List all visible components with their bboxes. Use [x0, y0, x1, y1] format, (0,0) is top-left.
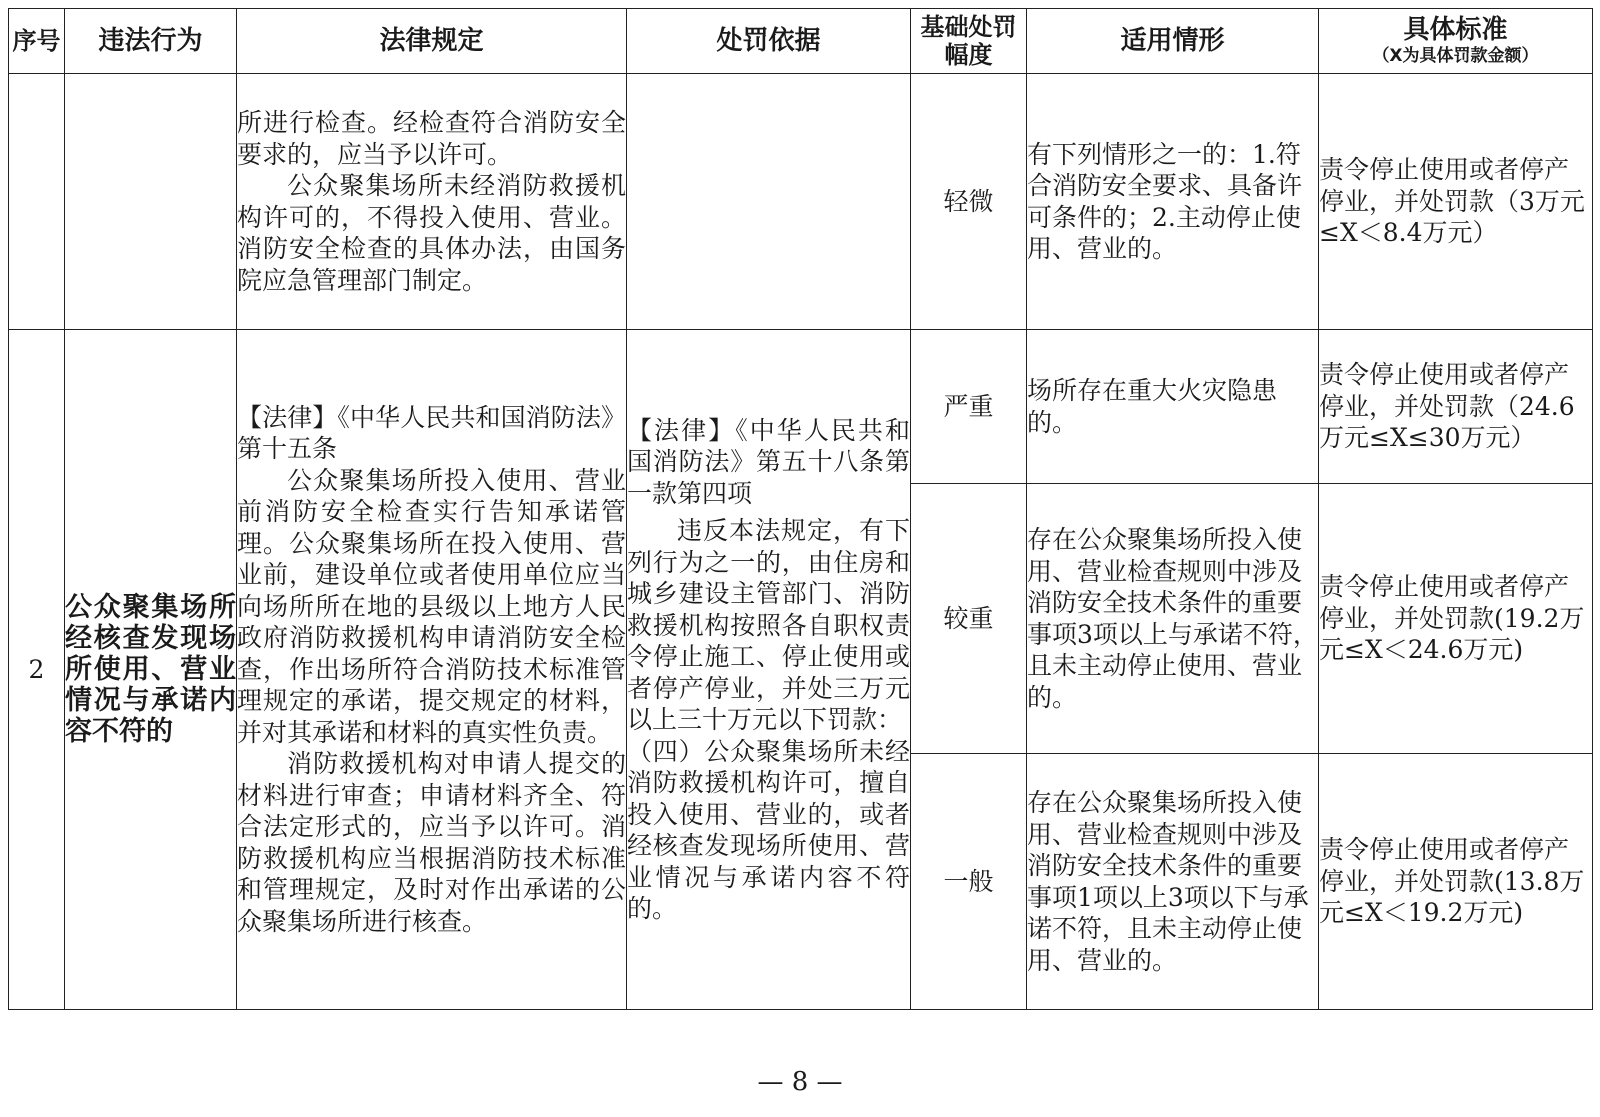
degree-cell: 较重 — [911, 484, 1027, 754]
row-num-cell: 2 — [9, 330, 65, 1010]
law-paragraph: 公众聚集场所投入使用、营业前消防安全检查实行告知承诺管理。公众聚集场所在投入使用、营业前，建设单位或者使用单位应当向场所所在地的县级以上地方人民政府消防救援机构申请消防安全检查，作出场所符合消防技术标准管理规定的承诺，提交规定的材料，并对其承诺和材料的真实性负责。 — [237, 465, 626, 747]
cont-law-cell — [237, 74, 627, 330]
page-number: — 8 — — [757, 1067, 843, 1097]
standard-cell: 责令停止使用或者停产停业，并处罚款（3万元≤X＜8.4万元） — [1319, 74, 1593, 330]
header-law: 法律规定 — [237, 9, 627, 74]
header-standard-title: 具体标准 — [1403, 15, 1508, 45]
degree-cell: 轻微 — [911, 74, 1027, 330]
penalty-standards-table — [8, 8, 1593, 1010]
standard-cell: 责令停止使用或者停产停业，并处罚款（24.6万元≤X≤30万元） — [1319, 330, 1593, 484]
header-violation: 违法行为 — [65, 9, 237, 74]
header-standard — [1319, 9, 1593, 74]
violation-cell: 公众聚集场所经核查发现场所使用、营业情况与承诺内容不符的 — [65, 330, 237, 1010]
cont-violation-cell — [65, 74, 237, 330]
cont-num-cell — [9, 74, 65, 330]
law-cell — [237, 330, 627, 1010]
basis-cell — [627, 330, 911, 1010]
law-paragraph: 所进行检查。经检查符合消防安全要求的，应当予以许可。 — [237, 108, 626, 169]
header-standard-note: （X为具体罚款金额） — [1372, 46, 1539, 66]
standard-cell: 责令停止使用或者停产停业，并处罚款(13.8万元≤X＜19.2万元) — [1319, 754, 1593, 1010]
header-num: 序号 — [9, 9, 65, 74]
condition-cell: 存在公众聚集场所投入使用、营业检查规则中涉及消防安全技术条件的重要事项3项以上与承诺不符，且未主动停止使用、营业的。 — [1027, 484, 1319, 754]
header-degree: 基础处罚幅度 — [911, 9, 1027, 74]
law-paragraph: 【法律】《中华人民共和国消防法》第十五条 — [237, 402, 626, 464]
standard-cell: 责令停止使用或者停产停业，并处罚款(19.2万元≤X＜24.6万元) — [1319, 484, 1593, 754]
basis-paragraph: 违反本法规定，有下列行为之一的，由住房和城乡建设主管部门、消防救援机构按照各自职权责令停止施工、停止使用或者停产停业，并处三万元以上三十万元以下罚款： — [627, 516, 910, 734]
basis-paragraph: 【法律】《中华人民共和国消防法》第五十八条第一款第四项 — [627, 415, 910, 508]
condition-cell: 有下列情形之一的：1.符合消防安全要求、具备许可条件的；2.主动停止使用、营业的。 — [1027, 74, 1319, 330]
table-row — [9, 330, 1593, 484]
table-header-row — [9, 9, 1593, 74]
law-paragraph: 消防救援机构对申请人提交的材料进行审查；申请材料齐全、符合法定形式的，应当予以许可。消防救援机构应当根据消防技术标准和管理规定，及时对作出承诺的公众聚集场所进行核查。 — [237, 749, 626, 936]
cont-basis-cell — [627, 74, 911, 330]
header-basis: 处罚依据 — [627, 9, 911, 74]
degree-cell: 严重 — [911, 330, 1027, 484]
degree-cell: 一般 — [911, 754, 1027, 1010]
condition-cell: 场所存在重大火灾隐患的。 — [1027, 330, 1319, 484]
basis-paragraph: （四）公众聚集场所未经消防救援机构许可，擅自投入使用、营业的，或者经核查发现场所使用、营业情况与承诺内容不符的。 — [627, 736, 910, 923]
table-row — [9, 74, 1593, 330]
law-paragraph: 公众聚集场所未经消防救援机构许可的，不得投入使用、营业。消防安全检查的具体办法，由国务院应急管理部门制定。 — [237, 171, 626, 295]
header-condition: 适用情形 — [1027, 9, 1319, 74]
condition-cell: 存在公众聚集场所投入使用、营业检查规则中涉及消防安全技术条件的重要事项1项以上3项以下与承诺不符，且未主动停止使用、营业的。 — [1027, 754, 1319, 1010]
